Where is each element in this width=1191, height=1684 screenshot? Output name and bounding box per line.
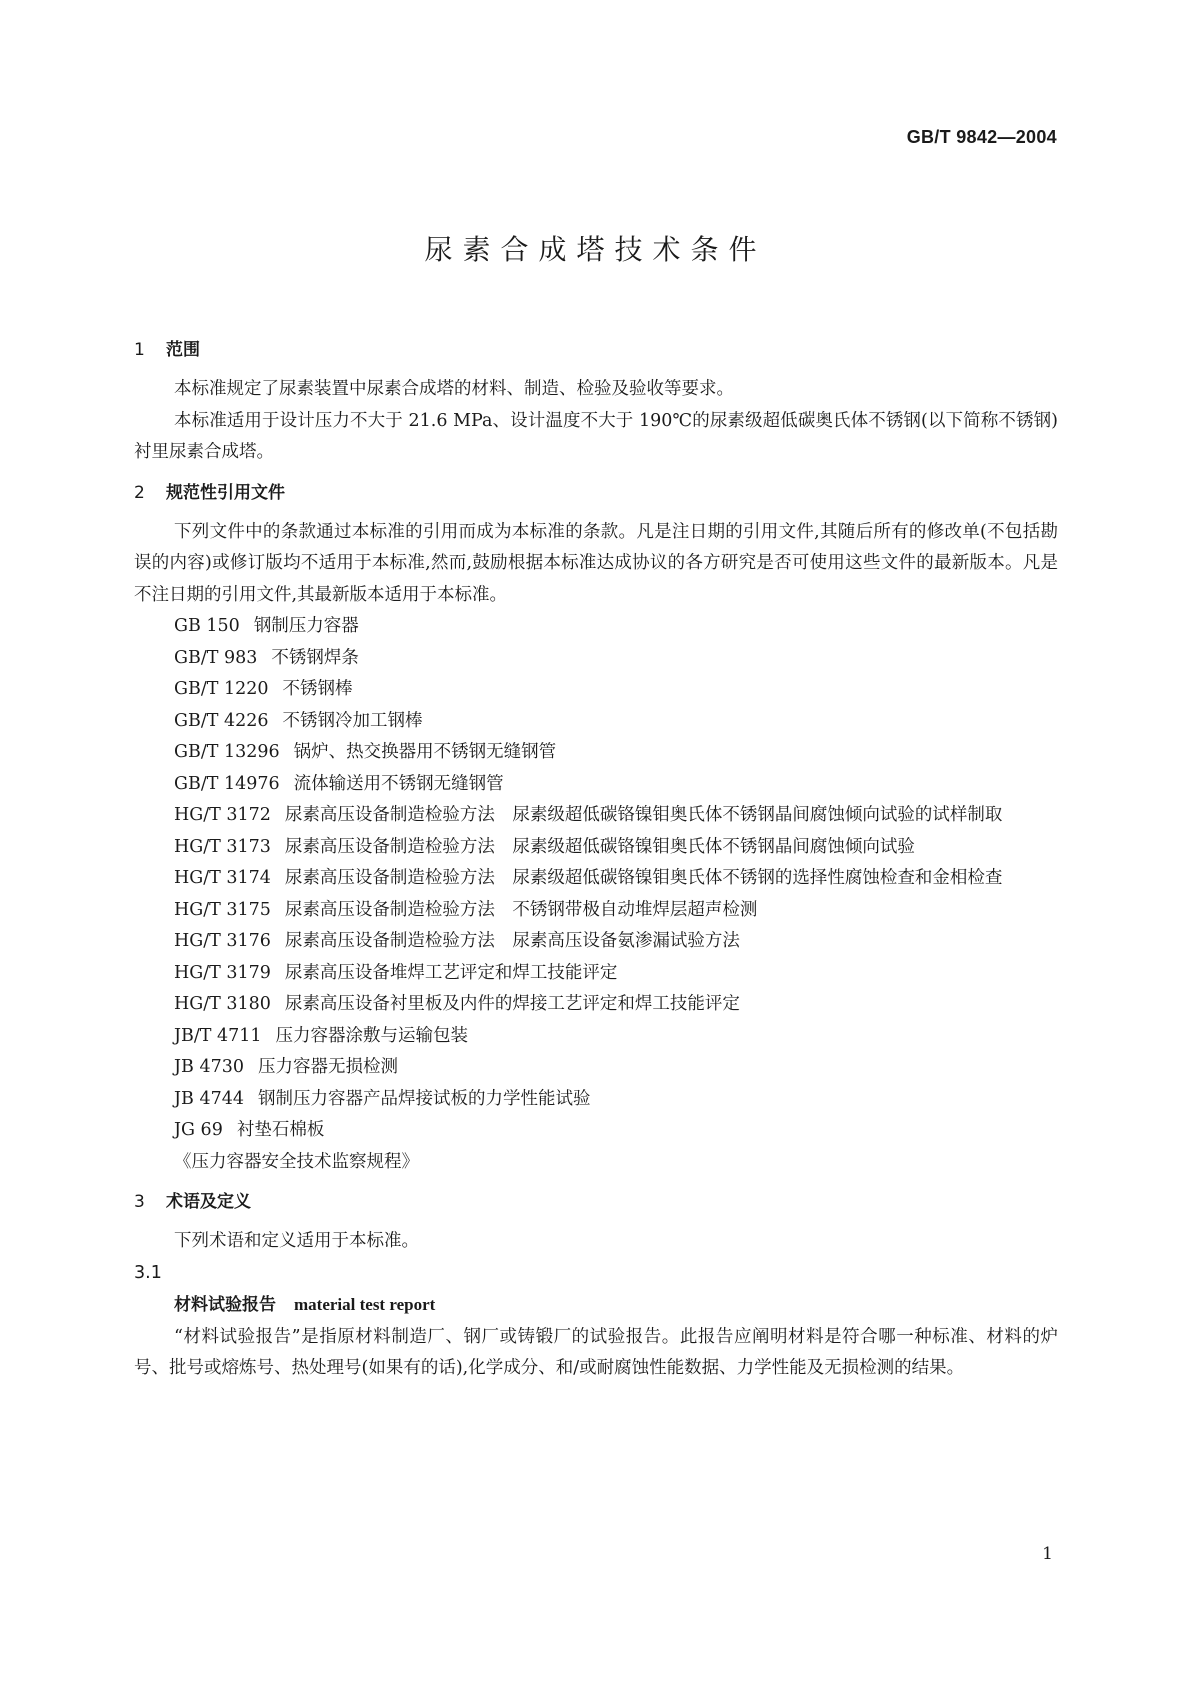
reference-title: 尿素高压设备堆焊工艺评定和焊工技能评定 — [284, 962, 618, 983]
page-number: 1 — [1042, 1544, 1053, 1564]
section-number: 2 — [134, 482, 145, 503]
document-body — [134, 326, 1058, 1385]
reference-code: JG 69 — [174, 1120, 223, 1140]
subsection-number: 3.1 — [134, 1262, 162, 1283]
reference-code: HG/T 3174 — [174, 868, 271, 888]
reference-item — [134, 1052, 1058, 1084]
standard-number: GB/T 9842—2004 — [906, 127, 1057, 147]
reference-item — [134, 1021, 1058, 1053]
section-title: 范围 — [166, 340, 200, 360]
reference-title: 不锈钢冷加工钢棒 — [282, 710, 423, 731]
reference-item — [134, 926, 1058, 958]
reference-item — [134, 1115, 1058, 1147]
paragraph: 下列文件中的条款通过本标准的引用而成为本标准的条款。凡是注日期的引用文件,其随后所有的修改单(不包括勘误的内容)或修订版均不适用于本标准,然而,鼓励根据本标准达成协议的各方研究是否可使用这些文件的最新版本。凡是不注日期的引用文件,其最新版本适用于本标准。 — [134, 521, 1058, 605]
reference-item — [134, 989, 1058, 1021]
reference-title: 尿素高压设备制造检验方法 不锈钢带极自动堆焊层超声检测 — [284, 899, 758, 920]
reference-title: 锅炉、热交换器用不锈钢无缝钢管 — [293, 742, 557, 762]
reference-item — [134, 800, 1058, 832]
reference-item — [134, 643, 1058, 675]
reference-item — [134, 769, 1058, 801]
reference-title: 尿素高压设备制造检验方法 尿素高压设备氨渗漏试验方法 — [284, 931, 740, 951]
reference-title: 尿素高压设备制造检验方法 尿素级超低碳铬镍钼奥氏体不锈钢的选择性腐蚀检查和金相检查 — [284, 868, 1003, 888]
reference-title: 尿素高压设备制造检验方法 尿素级超低碳铬镍钼奥氏体不锈钢晶间腐蚀倾向试验的试样制取 — [284, 805, 1003, 825]
reference-code: JB/T 4711 — [174, 1025, 262, 1046]
section-number: 1 — [134, 340, 145, 360]
reference-item — [134, 863, 1058, 895]
reference-code: GB/T 4226 — [174, 710, 269, 731]
reference-code: HG/T 3172 — [174, 805, 271, 825]
reference-title: 不锈钢焊条 — [271, 647, 359, 668]
reference-code: GB/T 1220 — [174, 679, 269, 699]
reference-code: HG/T 3176 — [174, 931, 271, 951]
reference-item — [134, 611, 1058, 643]
reference-title: 压力容器涂敷与运输包装 — [275, 1025, 469, 1046]
reference-item — [134, 737, 1058, 769]
reference-item — [134, 895, 1058, 927]
reference-item — [134, 706, 1058, 738]
reference-title: 钢制压力容器 — [253, 616, 359, 636]
term-definition: “材料试验报告”是指原材料制造厂、钢厂或铸锻厂的试验报告。此报告应阐明材料是符合哪一种标准、材料的炉号、批号或熔炼号、热处理号(如果有的话),化学成分、和/或耐腐蚀性能数据、力学性能及无损检测的结果。 — [134, 1326, 1058, 1378]
reference-code: JB 4744 — [174, 1088, 244, 1109]
section-heading-2 — [134, 477, 1058, 509]
reference-code: GB/T 14976 — [174, 773, 280, 794]
reference-title: 流体输送用不锈钢无缝钢管 — [293, 773, 504, 794]
regulation-reference: 《压力容器安全技术监察规程》 — [174, 1151, 419, 1172]
reference-title: 钢制压力容器产品焊接试板的力学性能试验 — [257, 1088, 591, 1109]
reference-code: GB/T 13296 — [174, 742, 280, 762]
section-title: 规范性引用文件 — [166, 482, 285, 503]
reference-item — [134, 832, 1058, 864]
reference-code: HG/T 3175 — [174, 899, 271, 920]
reference-code: GB/T 983 — [174, 647, 258, 668]
section-number: 3 — [134, 1192, 145, 1212]
reference-title: 尿素高压设备衬里板及内件的焊接工艺评定和焊工技能评定 — [284, 994, 740, 1014]
reference-code: HG/T 3179 — [174, 962, 271, 983]
section-heading-1 — [134, 334, 1058, 366]
reference-code: GB 150 — [174, 616, 240, 636]
paragraph: 本标准适用于设计压力不大于 21.6 MPa、设计温度不大于 190℃的尿素级超低碳奥氏体不锈钢(以下简称不锈钢)衬里尿素合成塔。 — [134, 410, 1058, 462]
reference-title: 压力容器无损检测 — [257, 1057, 398, 1077]
reference-item — [134, 674, 1058, 706]
paragraph: 下列术语和定义适用于本标准。 — [174, 1231, 419, 1251]
document-title: 尿素合成塔技术条件 — [424, 233, 767, 266]
term-heading — [134, 1289, 1058, 1322]
section-title: 术语及定义 — [166, 1192, 251, 1212]
reference-title: 衬垫石棉板 — [236, 1120, 325, 1140]
section-heading-3 — [134, 1186, 1058, 1218]
term-english: material test report — [294, 1295, 436, 1314]
reference-code: HG/T 3180 — [174, 994, 271, 1014]
term-chinese: 材料试验报告 — [174, 1295, 276, 1315]
reference-code: HG/T 3173 — [174, 836, 271, 857]
paragraph: 本标准规定了尿素装置中尿素合成塔的材料、制造、检验及验收等要求。 — [174, 379, 734, 399]
reference-code: JB 4730 — [174, 1057, 244, 1077]
reference-title: 不锈钢棒 — [282, 679, 353, 699]
reference-item — [134, 1084, 1058, 1116]
reference-title: 尿素高压设备制造检验方法 尿素级超低碳铬镍钼奥氏体不锈钢晶间腐蚀倾向试验 — [284, 836, 915, 857]
reference-item — [134, 958, 1058, 990]
